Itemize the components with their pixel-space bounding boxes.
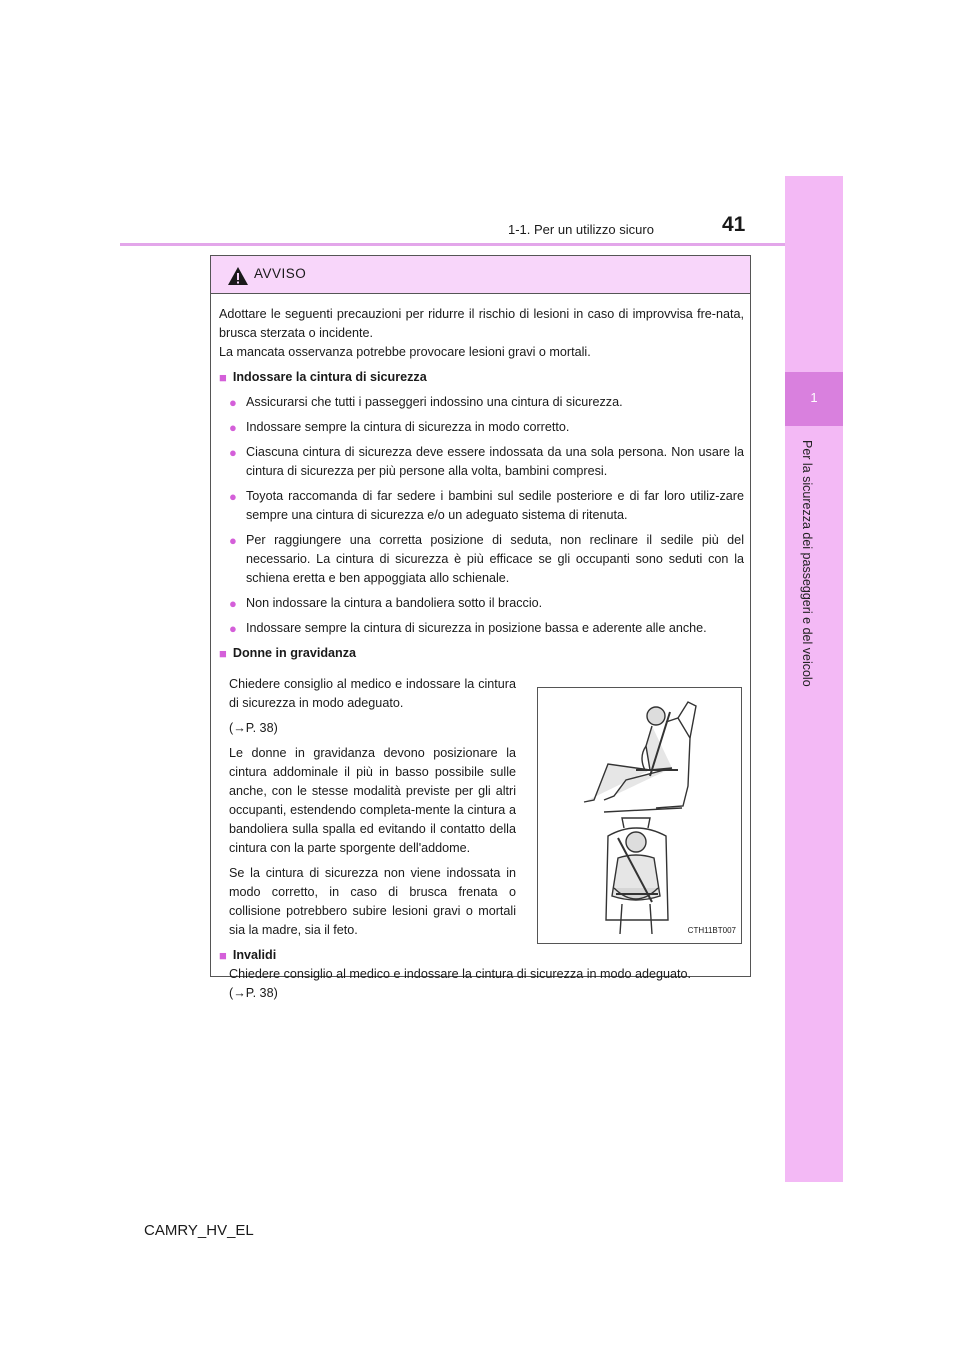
circle-bullet-icon: ● — [229, 489, 237, 504]
section-heading-invalids: ■ Invalidi — [219, 948, 277, 963]
intro-paragraph: Adottare le seguenti precauzioni per ridurre il rischio di lesioni in caso di improvvisa fre-nata, brusca sterzata o incidente. — [219, 307, 744, 340]
circle-bullet-icon: ● — [229, 596, 237, 611]
square-bullet-icon: ■ — [219, 948, 227, 963]
list-item: ● Indossare sempre la cintura di sicurezza in posizione bassa e aderente alle anche. — [229, 621, 707, 636]
circle-bullet-icon: ● — [229, 445, 237, 460]
header-rule — [120, 243, 785, 246]
invalids-text — [219, 965, 744, 1003]
seatbelt-illustration — [538, 688, 741, 943]
list-item: ● Assicurarsi che tutti i passeggeri indossino una cintura di sicurezza. — [229, 395, 623, 410]
list-item: ● Toyota raccomanda di far sedere i bambini sul sedile posteriore e di far loro utiliz-zare sempre una cintura di sicurezza e/o un adeguato sistema di ritenuta. — [219, 487, 744, 525]
page-reference: (→P. 38) — [229, 986, 278, 1000]
warning-box — [210, 255, 751, 1000]
figure-caption: CTH11BT007 — [687, 926, 736, 935]
circle-bullet-icon: ● — [229, 533, 237, 548]
intro-consequence: La mancata osservanza potrebbe provocare lesioni gravi o mortali. — [219, 345, 591, 359]
square-bullet-icon: ■ — [219, 370, 227, 385]
circle-bullet-icon: ● — [229, 621, 237, 636]
section-title: 1-1. Per un utilizzo sicuro — [508, 222, 654, 237]
pregnancy-belt-position: Le donne in gravidanza devono posizionare la cintura addominale il più in basso possibile sulle anche, con le stesse modalità previste per gli altri occupanti, estendendo completa-mente la cintura a bandoliera sulla spalla ed evitando il contatto della cintura con la parte sporgente dell'addome. — [229, 746, 516, 855]
document-code: CAMRY_HV_EL — [144, 1222, 254, 1239]
warning-title: AVVISO — [254, 266, 307, 281]
list-item: ● Indossare sempre la cintura di sicurezza in modo corretto. — [229, 420, 570, 435]
page-reference: (→P. 38) — [229, 721, 278, 735]
pregnancy-advice: Chiedere consiglio al medico e indossare la cintura di sicurezza in modo adeguato. — [229, 677, 516, 710]
warning-triangle-icon — [227, 266, 249, 286]
pregnant-woman-seatbelt-illustration — [537, 687, 742, 944]
page-number: 41 — [722, 213, 746, 236]
section-heading-seatbelt: ■ Indossare la cintura di sicurezza — [219, 370, 427, 385]
chapter-number: 1 — [810, 390, 818, 405]
list-item: ● Non indossare la cintura a bandoliera sotto il braccio. — [229, 596, 543, 611]
invalids-advice: Chiedere consiglio al medico e indossare la cintura di sicurezza in modo adeguato. — [229, 967, 692, 981]
list-item: ● Per raggiungere una corretta posizione di seduta, non reclinare il sedile più del necessario. La cintura di sicurezza è più efficace se gli occupanti sono seduti con la schiena eretta e ben appoggiata allo schienale. — [219, 531, 744, 588]
circle-bullet-icon: ● — [229, 395, 237, 410]
warning-header — [211, 256, 750, 294]
list-item: ● Ciascuna cintura di sicurezza deve essere indossata da una sola persona. Non usare la cintura di sicurezza per più persone alla volta, bambini compresi. — [219, 443, 744, 481]
chapter-side-tab — [785, 176, 843, 1182]
pregnancy-text — [219, 675, 516, 940]
circle-bullet-icon: ● — [229, 420, 237, 435]
section-heading-pregnancy: ■ Donne in gravidanza — [219, 646, 357, 661]
chapter-label: Per la sicurezza dei passeggeri e del veicolo — [800, 440, 814, 687]
pregnancy-risk: Se la cintura di sicurezza non viene indossata in modo corretto, in caso di brusca frenata o collisione potrebbero subire lesioni gravi o mortali sia la madre, sia il feto. — [229, 866, 516, 937]
square-bullet-icon: ■ — [219, 646, 227, 661]
warning-content — [219, 305, 744, 1003]
